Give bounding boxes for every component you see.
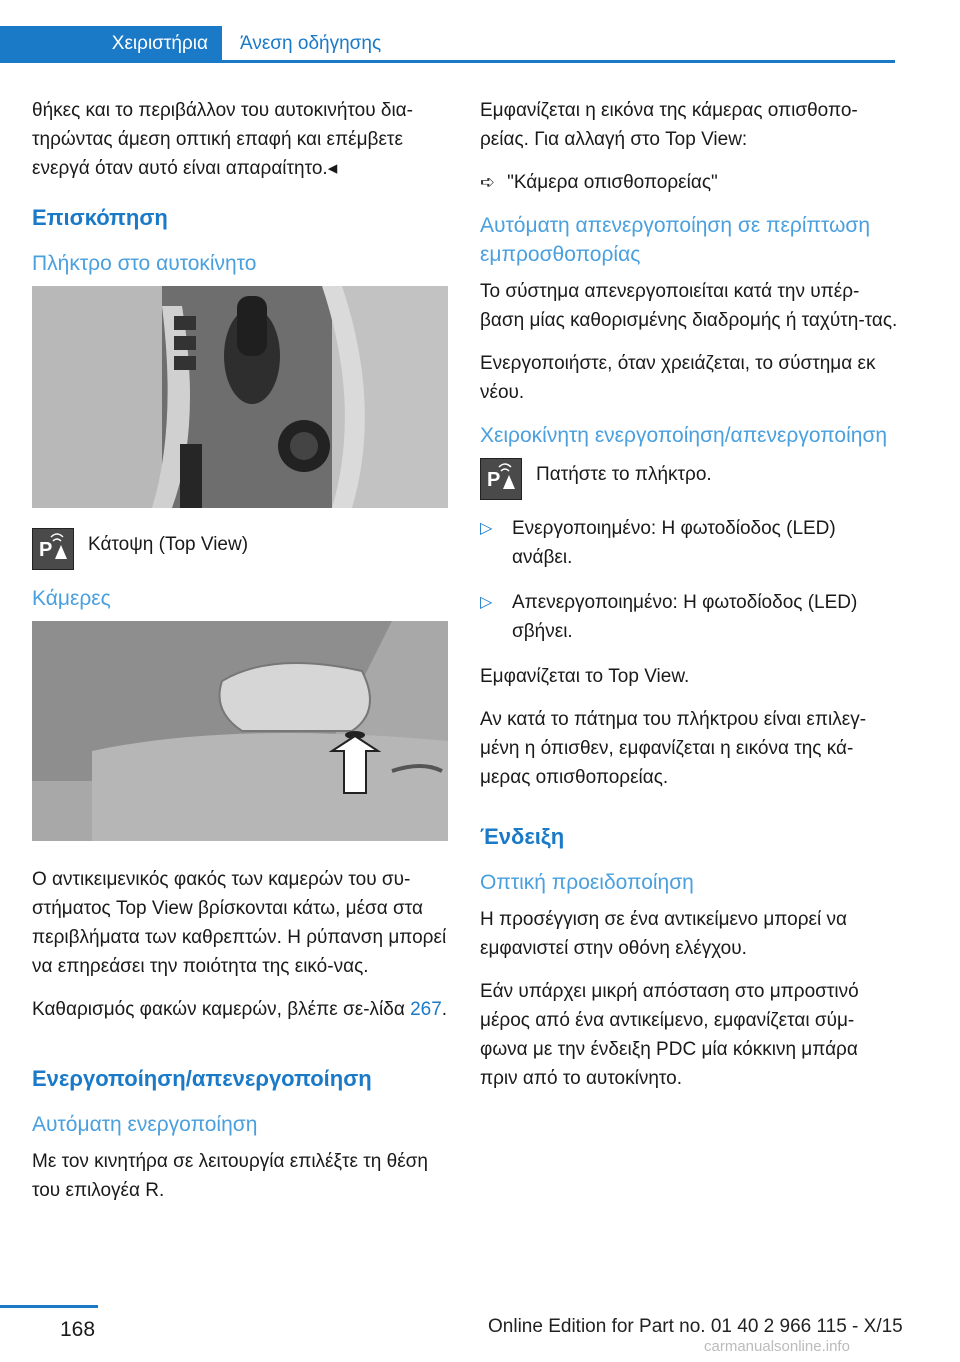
- page-number: 168: [60, 1318, 96, 1341]
- list-item: [480, 588, 900, 646]
- heading-activation: Ενεργοποίηση/απενεργοποίηση: [32, 1066, 372, 1091]
- heading-overview: Επισκόπηση: [32, 205, 168, 230]
- menu-camera-label: "Κάμερα οπισθοπορείας": [507, 172, 718, 193]
- svg-text:P: P: [39, 539, 53, 561]
- footer-rule: [0, 1305, 98, 1308]
- center-console-photo: [32, 286, 448, 508]
- heading-manual: Χειροκίνητη ενεργοποίηση/απενεργοποίηση: [480, 424, 888, 447]
- cleaning-paragraph: [32, 995, 452, 1024]
- heading-visual-warning: Οπτική προειδοποίηση: [480, 871, 694, 894]
- cleaning-end: .: [441, 999, 448, 1020]
- press-button-text: Πατήστε το πλήκτρο.: [536, 464, 712, 485]
- deactivation-paragraph-1: Το σύστημα απενεργοποιείται κατά την υπέρ-βαση μίας καθορισμένης διαδρομής ή ταχύτη-τας.: [480, 281, 898, 331]
- cleaning-text: Καθαρισμός φακών καμερών, βλέπε σε-λίδα: [32, 999, 405, 1020]
- triangle-bullet-icon: ▷: [480, 520, 493, 537]
- top-view-caption: Κάτοψη (Top View): [88, 534, 249, 555]
- right-column: [480, 96, 900, 1107]
- heading-auto-activation: Αυτόματη ενεργοποίηση: [32, 1113, 258, 1136]
- top-view-button-row: [32, 528, 452, 570]
- visual-paragraph-1: Η προσέγγιση σε ένα αντικείμενο μπορεί να εμφανιστεί στην οθόνη ελέγχου.: [480, 909, 847, 959]
- heading-cameras: Κάμερες: [32, 587, 111, 610]
- top-view-shown-paragraph: Εμφανίζεται το Top View.: [480, 666, 690, 687]
- header-rule: [0, 60, 895, 63]
- auto-activation-paragraph: Με τον κινητήρα σε λειτουργία επιλέξτε τη θέση του επιλογέα R.: [32, 1151, 428, 1201]
- list-item-text: Ενεργοποιημένο: Η φωτοδίοδος (LED) ανάβει.: [512, 518, 836, 568]
- list-item-text: Απενεργοποιημένο: Η φωτοδίοδος (LED) σβήνει.: [512, 592, 858, 642]
- press-button-row: [480, 458, 900, 500]
- parking-p-icon: [480, 458, 522, 500]
- heading-display: Ένδειξη: [480, 824, 565, 849]
- reverse-selected-paragraph: Αν κατά το πάτημα του πλήκτρου είναι επιλεγ-μένη η όπισθεν, εμφανίζεται η εικόνα της κά-μερας οπισθοπορείας.: [480, 709, 867, 788]
- reverse-camera-paragraph: Εμφανίζεται η εικόνα της κάμερας οπισθοπο-ρείας. Για αλλαγή στο Top View:: [480, 100, 858, 150]
- intro-paragraph: θήκες και το περιβάλλον του αυτοκινήτου δια-τηρώντας άμεση οπτική επαφή και επέμβετε ενεργά όταν αυτό είναι απαραίτητο.◂: [32, 100, 413, 179]
- visual-paragraph-2: Εάν υπάρχει μικρή απόσταση στο μπροστινό μέρος από ένα αντικείμενο, εμφανίζεται σύμ-φωνα με την ένδειξη PDC μία κόκκινη μπάρα πριν από το αυτοκίνητο.: [480, 981, 859, 1089]
- triangle-bullet-icon: ▷: [480, 594, 493, 611]
- tab-controls[interactable]: Χειριστήρια: [0, 26, 222, 62]
- led-state-list: [480, 514, 900, 646]
- menu-camera-row: [480, 168, 900, 197]
- deactivation-paragraph-2: Ενεργοποιήστε, όταν χρειάζεται, το σύστημα εκ νέου.: [480, 353, 876, 403]
- heading-auto-deactivation: Αυτόματη απενεργοποίηση σε περίπτωση εμπροσθοπορίας: [480, 214, 871, 266]
- heading-button-in-car: Πλήκτρο στο αυτοκίνητο: [32, 252, 257, 275]
- edition-footer: Online Edition for Part no. 01 40 2 966 115 - X/15: [488, 1316, 903, 1337]
- svg-text:P: P: [487, 469, 501, 491]
- lens-paragraph: Ο αντικειμενικός φακός των καμερών του συ-στήματος Top View βρίσκονται κάτω, μέσα στα περιβλήματα των καθρεπτών. Η ρύπανση μπορεί να επηρεάσει την ποιότητα της εικό-νας.: [32, 869, 447, 977]
- tab-driving-comfort[interactable]: Άνεση οδήγησης: [240, 33, 382, 54]
- left-column: [32, 96, 452, 1219]
- camera-icon: ➪: [480, 172, 496, 192]
- watermark: carmanualsonline.info: [704, 1338, 850, 1355]
- side-mirror-photo: [32, 621, 448, 841]
- list-item: [480, 514, 900, 572]
- parking-p-icon: [32, 528, 74, 570]
- page-header: [0, 0, 895, 62]
- page-reference-link[interactable]: 267: [410, 999, 442, 1020]
